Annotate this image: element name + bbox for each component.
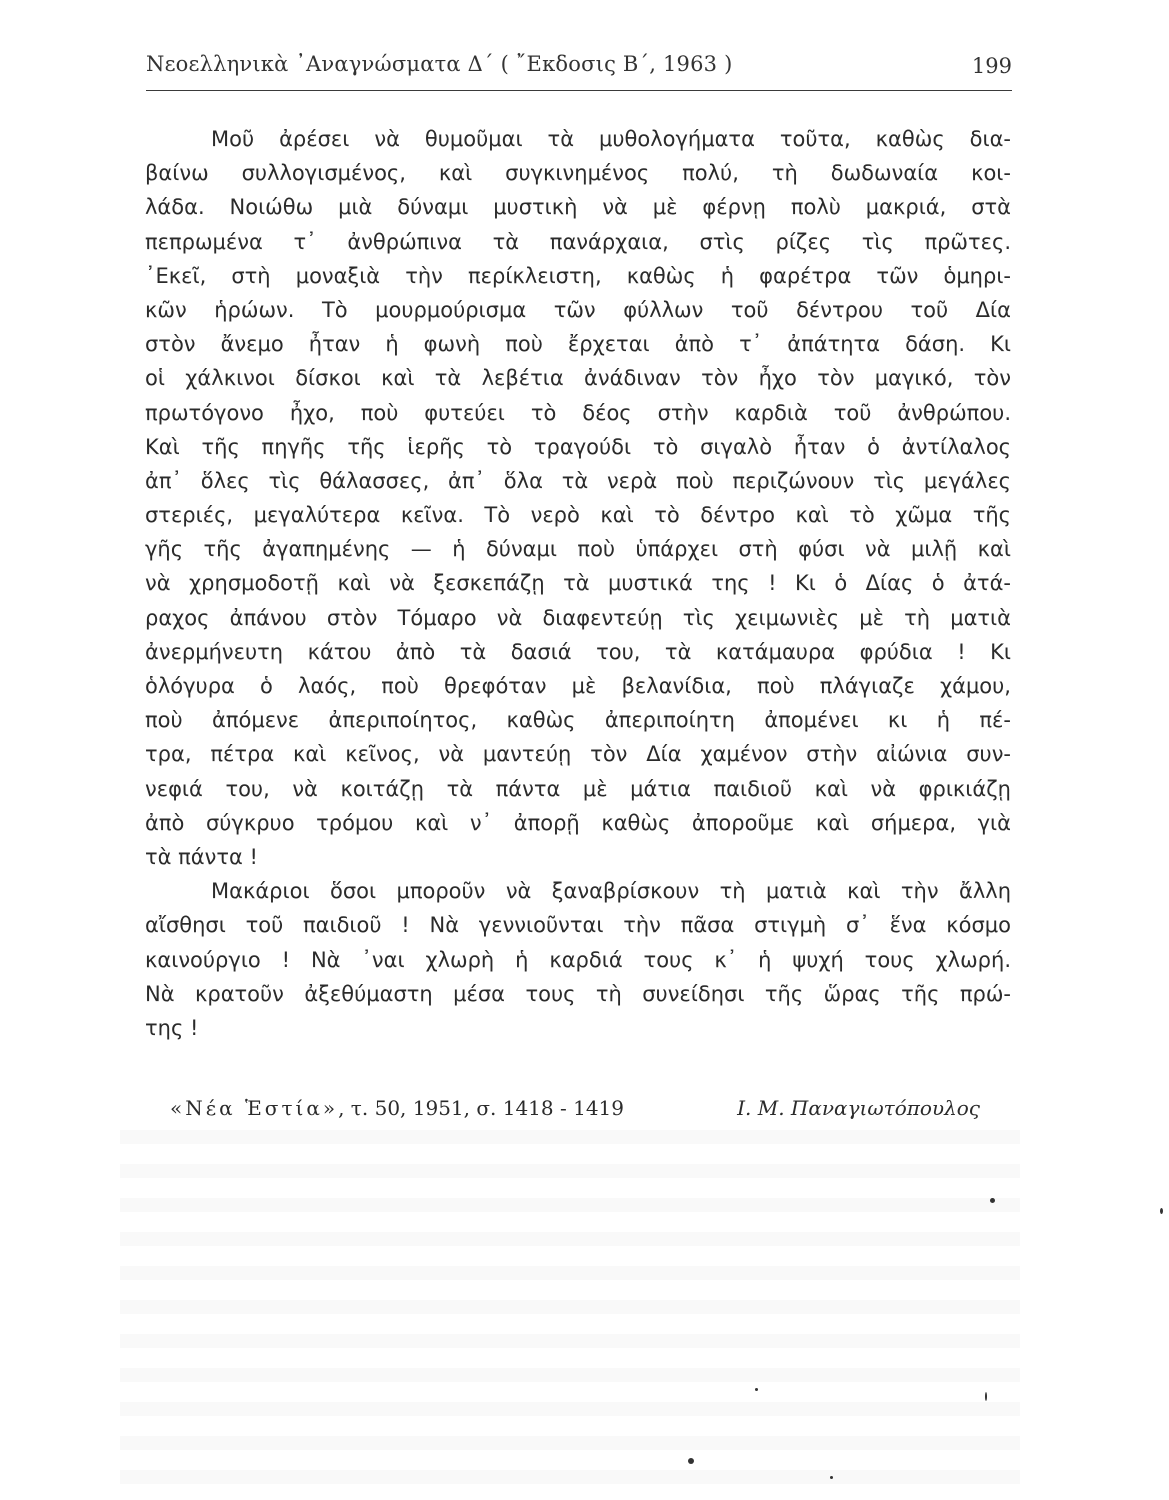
text-line: νεφιά του, νὰ κοιτάζῃ τὰ πάντα μὲ μάτια παιδιοῦ καὶ νὰ φρικιάζῃ (145, 776, 1011, 801)
text-line: τὰ πάντα ! (145, 844, 258, 869)
text-line: καινούργιο ! Νὰ ᾽ναι χλωρὴ ἡ καρδιά τους κ᾽ ἡ ψυχή τους χλωρή. (145, 947, 1011, 972)
paragraph-2 (145, 874, 1011, 1045)
scan-speck (1160, 1208, 1163, 1214)
scan-speck (985, 1392, 987, 1401)
text-line: στὸν ἄνεμο ἦταν ἡ φωνὴ ποὺ ἔρχεται ἀπὸ τ᾽ ἀπάτητα δάση. Κι (145, 332, 1011, 357)
text-line: της ! (145, 1015, 199, 1040)
text-line: πεπρωμένα τ᾽ ἀνθρώπινα τὰ πανάρχαια, στὶς ρίζες τὶς πρῶτες. (145, 229, 1011, 254)
text-line: ἀνερμήνευτη κάτου ἀπὸ τὰ δασιά του, τὰ κατάμαυρα φρύδια ! Κι (145, 639, 1011, 664)
text-line: γῆς τῆς ἀγαπημένης — ἡ δύναμι ποὺ ὑπάρχει στὴ φύσι νὰ μιλῇ καὶ (145, 537, 1011, 562)
paragraph-1 (145, 122, 1011, 874)
text-line: Καὶ τῆς πηγῆς τῆς ἱερῆς τὸ τραγούδι τὸ σιγαλὸ ἦταν ὁ ἀντίλαλος (145, 434, 1011, 459)
text-line: Νὰ κρατοῦν ἀξεθύμαστη μέσα τους τὴ συνείδησι τῆς ὥρας τῆς πρώ- (145, 981, 1011, 1006)
page-number: 199 (971, 54, 1012, 78)
source-reference (170, 1096, 624, 1120)
text-line: τρα, πέτρα καὶ κεῖνος, νὰ μαντεύῃ τὸν Δία χαμένον στὴν αἰώνια συν- (145, 742, 1011, 767)
running-head: Νεοελληνικὰ ᾽Αναγνώσματα Δ΄ ( ῎Εκδοσις Β΄, 1963 ) (146, 52, 733, 76)
scan-speck (990, 1198, 995, 1203)
text-line: κῶν ἡρώων. Τὸ μουρμούρισμα τῶν φύλλων τοῦ δέντρου τοῦ Δία (145, 297, 1011, 322)
text-line: ᾽Εκεῖ, στὴ μοναξιὰ τὴν περίκλειστη, καθὼς ἡ φαρέτρα τῶν ὁμηρι- (145, 263, 1011, 288)
text-line: πρωτόγονο ἦχο, ποὺ φυτεύει τὸ δέος στὴν καρδιὰ τοῦ ἀνθρώπου. (145, 400, 1011, 425)
scan-speck (755, 1388, 758, 1391)
page-header (146, 50, 1012, 91)
text-line: ἀπ᾽ ὅλες τὶς θάλασσες, ἀπ᾽ ὅλα τὰ νερὰ ποὺ περιζώνουν τὶς μεγάλες (145, 468, 1011, 493)
text-line: ποὺ ἀπόμενε ἀπεριποίητος, καθὼς ἀπεριποίητη ἀπομένει κι ἡ πέ- (145, 708, 1011, 733)
author-name: Ι. Μ. Παναγιωτόπουλος (737, 1096, 980, 1120)
scan-speck (830, 1476, 833, 1479)
text-line: βαίνω συλλογισμένος, καὶ συγκινημένος πολύ, τὴ δωδωναία κοι- (145, 161, 1011, 186)
text-line: Μακάριοι ὅσοι μποροῦν νὰ ξαναβρίσκουν τὴ ματιὰ καὶ τὴν ἄλλη (211, 879, 1011, 904)
text-line: οἱ χάλκινοι δίσκοι καὶ τὰ λεβέτια ἀνάδιναν τὸν ἦχο τὸν μαγικό, τὸν (145, 366, 1011, 391)
source-details: , τ. 50, 1951, σ. 1418 - 1419 (338, 1096, 625, 1120)
text-line: λάδα. Νοιώθω μιὰ δύναμι μυστικὴ νὰ μὲ φέρνῃ πολὺ μακριά, στὰ (145, 195, 1011, 220)
journal-name: «Νέα Ἑστία» (170, 1096, 339, 1120)
text-line: αἴσθησι τοῦ παιδιοῦ ! Νὰ γεννιοῦνται τὴν πᾶσα στιγμὴ σ᾽ ἕνα κόσμο (145, 913, 1011, 938)
bleed-through-background (120, 1130, 1020, 1500)
text-line: ἀπὸ σύγκρυο τρόμου καὶ ν᾽ ἀπορῇ καθὼς ἀποροῦμε καὶ σήμερα, γιὰ (145, 810, 1011, 835)
text-line: στεριές, μεγαλύτερα κεῖνα. Τὸ νερὸ καὶ τὸ δέντρο καὶ τὸ χῶμα τῆς (145, 503, 1011, 528)
source-citation (170, 1096, 980, 1130)
text-line: νὰ χρησμοδοτῇ καὶ νὰ ξεσκεπάζῃ τὰ μυστικά της ! Κι ὁ Δίας ὁ ἀτά- (145, 571, 1011, 596)
body-text (145, 122, 1011, 1045)
text-line: ραχος ἀπάνου στὸν Τόμαρο νὰ διαφεντεύῃ τὶς χειμωνιὲς μὲ τὴ ματιὰ (145, 605, 1011, 630)
text-line: ὁλόγυρα ὁ λαός, ποὺ θρεφόταν μὲ βελανίδια, ποὺ πλάγιαζε χάμου, (145, 674, 1011, 698)
scan-speck (688, 1458, 694, 1464)
text-line: Μοῦ ἀρέσει νὰ θυμοῦμαι τὰ μυθολογήματα τοῦτα, καθὼς δια- (211, 127, 1011, 151)
